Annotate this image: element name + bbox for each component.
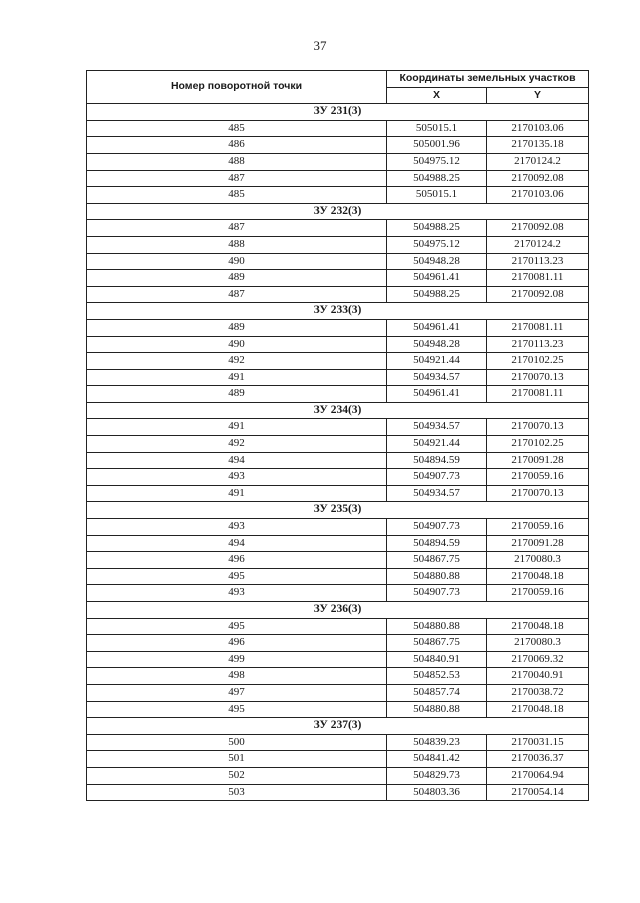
x-coordinate-cell: 504841.42: [387, 751, 487, 768]
x-coordinate-cell: 504934.57: [387, 419, 487, 436]
point-number-cell: 489: [87, 270, 387, 287]
y-coordinate-cell: 2170091.28: [487, 452, 589, 469]
table-row: [87, 618, 589, 635]
x-coordinate-cell: 504857.74: [387, 684, 487, 701]
table-row: [87, 236, 589, 253]
y-coordinate-cell: 2170103.06: [487, 187, 589, 204]
point-number-cell: 487: [87, 220, 387, 237]
y-coordinate-cell: 2170081.11: [487, 386, 589, 403]
group-header-row: [87, 502, 589, 519]
x-coordinate-cell: 504867.75: [387, 552, 487, 569]
table-row: [87, 270, 589, 287]
x-coordinate-cell: 504839.23: [387, 734, 487, 751]
table-row: [87, 469, 589, 486]
point-number-cell: 489: [87, 319, 387, 336]
group-title: ЗУ 237(3): [87, 718, 589, 735]
x-coordinate-cell: 505015.1: [387, 120, 487, 137]
table-row: [87, 651, 589, 668]
table-row: [87, 568, 589, 585]
point-number-cell: 496: [87, 552, 387, 569]
table-row: [87, 336, 589, 353]
y-coordinate-cell: 2170113.23: [487, 336, 589, 353]
y-coordinate-cell: 2170080.3: [487, 552, 589, 569]
table-row: [87, 253, 589, 270]
point-number-cell: 490: [87, 336, 387, 353]
x-coordinate-cell: 504961.41: [387, 270, 487, 287]
y-coordinate-cell: 2170054.14: [487, 784, 589, 801]
point-number-cell: 493: [87, 469, 387, 486]
table-row: [87, 436, 589, 453]
table-row: [87, 519, 589, 536]
table-row: [87, 137, 589, 154]
y-coordinate-cell: 2170048.18: [487, 701, 589, 718]
x-coordinate-cell: 504921.44: [387, 436, 487, 453]
coordinates-header: Координаты земельных участков: [387, 71, 589, 88]
table-row: [87, 220, 589, 237]
point-number-cell: 492: [87, 353, 387, 370]
group-title: ЗУ 236(3): [87, 602, 589, 619]
table-row: [87, 734, 589, 751]
table-row: [87, 319, 589, 336]
x-coordinate-cell: 504803.36: [387, 784, 487, 801]
x-coordinate-cell: 504948.28: [387, 336, 487, 353]
x-coordinate-cell: 504880.88: [387, 568, 487, 585]
point-number-cell: 486: [87, 137, 387, 154]
group-header-row: [87, 203, 589, 220]
x-coordinate-cell: 504907.73: [387, 519, 487, 536]
table-body: [87, 104, 589, 801]
point-number-cell: 491: [87, 369, 387, 386]
point-number-cell: 493: [87, 585, 387, 602]
table-row: [87, 369, 589, 386]
group-header-row: [87, 718, 589, 735]
y-coordinate-cell: 2170092.08: [487, 220, 589, 237]
x-coordinate-cell: 504961.41: [387, 319, 487, 336]
table-row: [87, 635, 589, 652]
point-number-cell: 498: [87, 668, 387, 685]
point-number-cell: 491: [87, 419, 387, 436]
point-number-cell: 495: [87, 618, 387, 635]
x-coordinate-cell: 504852.53: [387, 668, 487, 685]
point-number-cell: 491: [87, 485, 387, 502]
point-number-cell: 500: [87, 734, 387, 751]
y-coordinate-cell: 2170102.25: [487, 436, 589, 453]
point-number-cell: 496: [87, 635, 387, 652]
y-coordinate-cell: 2170080.3: [487, 635, 589, 652]
table-row: [87, 684, 589, 701]
point-number-cell: 492: [87, 436, 387, 453]
group-header-row: [87, 602, 589, 619]
point-number-cell: 490: [87, 253, 387, 270]
x-coordinate-cell: 504921.44: [387, 353, 487, 370]
table-row: [87, 170, 589, 187]
y-coordinate-cell: 2170040.91: [487, 668, 589, 685]
table-row: [87, 585, 589, 602]
y-coordinate-cell: 2170059.16: [487, 585, 589, 602]
x-coordinate-cell: 504894.59: [387, 535, 487, 552]
group-title: ЗУ 235(3): [87, 502, 589, 519]
y-coordinate-cell: 2170081.11: [487, 270, 589, 287]
y-coordinate-cell: 2170038.72: [487, 684, 589, 701]
table-row: [87, 353, 589, 370]
point-number-cell: 503: [87, 784, 387, 801]
coordinates-table: [86, 70, 589, 801]
table-row: [87, 485, 589, 502]
x-column-header: X: [387, 87, 487, 104]
table-row: [87, 751, 589, 768]
y-coordinate-cell: 2170070.13: [487, 419, 589, 436]
point-number-cell: 497: [87, 684, 387, 701]
point-number-cell: 499: [87, 651, 387, 668]
point-number-cell: 488: [87, 236, 387, 253]
point-number-cell: 502: [87, 767, 387, 784]
y-coordinate-cell: 2170092.08: [487, 286, 589, 303]
point-number-cell: 493: [87, 519, 387, 536]
table-row: [87, 552, 589, 569]
x-coordinate-cell: 504975.12: [387, 153, 487, 170]
table-row: [87, 767, 589, 784]
y-coordinate-cell: 2170059.16: [487, 469, 589, 486]
page-number: 37: [313, 38, 327, 53]
x-coordinate-cell: 504961.41: [387, 386, 487, 403]
x-coordinate-cell: 504934.57: [387, 485, 487, 502]
y-coordinate-cell: 2170102.25: [487, 353, 589, 370]
table-row: [87, 153, 589, 170]
group-title: ЗУ 231(3): [87, 104, 589, 121]
point-number-cell: 485: [87, 187, 387, 204]
y-coordinate-cell: 2170124.2: [487, 236, 589, 253]
y-coordinate-cell: 2170113.23: [487, 253, 589, 270]
point-number-cell: 495: [87, 701, 387, 718]
point-number-cell: 488: [87, 153, 387, 170]
x-coordinate-cell: 505001.96: [387, 137, 487, 154]
y-coordinate-cell: 2170036.37: [487, 751, 589, 768]
y-coordinate-cell: 2170092.08: [487, 170, 589, 187]
point-number-cell: 501: [87, 751, 387, 768]
point-number-cell: 487: [87, 286, 387, 303]
point-number-header: Номер поворотной точки: [87, 71, 387, 104]
y-coordinate-cell: 2170031.15: [487, 734, 589, 751]
table-row: [87, 286, 589, 303]
point-number-cell: 494: [87, 452, 387, 469]
table-row: [87, 784, 589, 801]
y-coordinate-cell: 2170081.11: [487, 319, 589, 336]
y-coordinate-cell: 2170059.16: [487, 519, 589, 536]
x-coordinate-cell: 504880.88: [387, 618, 487, 635]
x-coordinate-cell: 504934.57: [387, 369, 487, 386]
x-coordinate-cell: 504948.28: [387, 253, 487, 270]
table-row: [87, 452, 589, 469]
group-title: ЗУ 233(3): [87, 303, 589, 320]
point-number-cell: 495: [87, 568, 387, 585]
point-number-cell: 489: [87, 386, 387, 403]
y-coordinate-cell: 2170070.13: [487, 369, 589, 386]
y-coordinate-cell: 2170091.28: [487, 535, 589, 552]
y-coordinate-cell: 2170069.32: [487, 651, 589, 668]
y-coordinate-cell: 2170103.06: [487, 120, 589, 137]
group-header-row: [87, 402, 589, 419]
x-coordinate-cell: 504907.73: [387, 469, 487, 486]
table-row: [87, 668, 589, 685]
group-title: ЗУ 232(3): [87, 203, 589, 220]
point-number-cell: 485: [87, 120, 387, 137]
x-coordinate-cell: 504829.73: [387, 767, 487, 784]
table-row: [87, 419, 589, 436]
y-coordinate-cell: 2170135.18: [487, 137, 589, 154]
x-coordinate-cell: 504907.73: [387, 585, 487, 602]
y-coordinate-cell: 2170070.13: [487, 485, 589, 502]
table-row: [87, 535, 589, 552]
group-header-row: [87, 104, 589, 121]
y-coordinate-cell: 2170048.18: [487, 568, 589, 585]
y-column-header: Y: [487, 87, 589, 104]
group-header-row: [87, 303, 589, 320]
x-coordinate-cell: 504988.25: [387, 170, 487, 187]
y-coordinate-cell: 2170064.94: [487, 767, 589, 784]
x-coordinate-cell: 504894.59: [387, 452, 487, 469]
y-coordinate-cell: 2170048.18: [487, 618, 589, 635]
x-coordinate-cell: 504975.12: [387, 236, 487, 253]
x-coordinate-cell: 504880.88: [387, 701, 487, 718]
table-row: [87, 386, 589, 403]
table-row: [87, 187, 589, 204]
x-coordinate-cell: 505015.1: [387, 187, 487, 204]
table-row: [87, 701, 589, 718]
table-row: [87, 120, 589, 137]
y-coordinate-cell: 2170124.2: [487, 153, 589, 170]
x-coordinate-cell: 504988.25: [387, 220, 487, 237]
point-number-cell: 487: [87, 170, 387, 187]
group-title: ЗУ 234(3): [87, 402, 589, 419]
x-coordinate-cell: 504867.75: [387, 635, 487, 652]
point-number-cell: 494: [87, 535, 387, 552]
x-coordinate-cell: 504840.91: [387, 651, 487, 668]
x-coordinate-cell: 504988.25: [387, 286, 487, 303]
